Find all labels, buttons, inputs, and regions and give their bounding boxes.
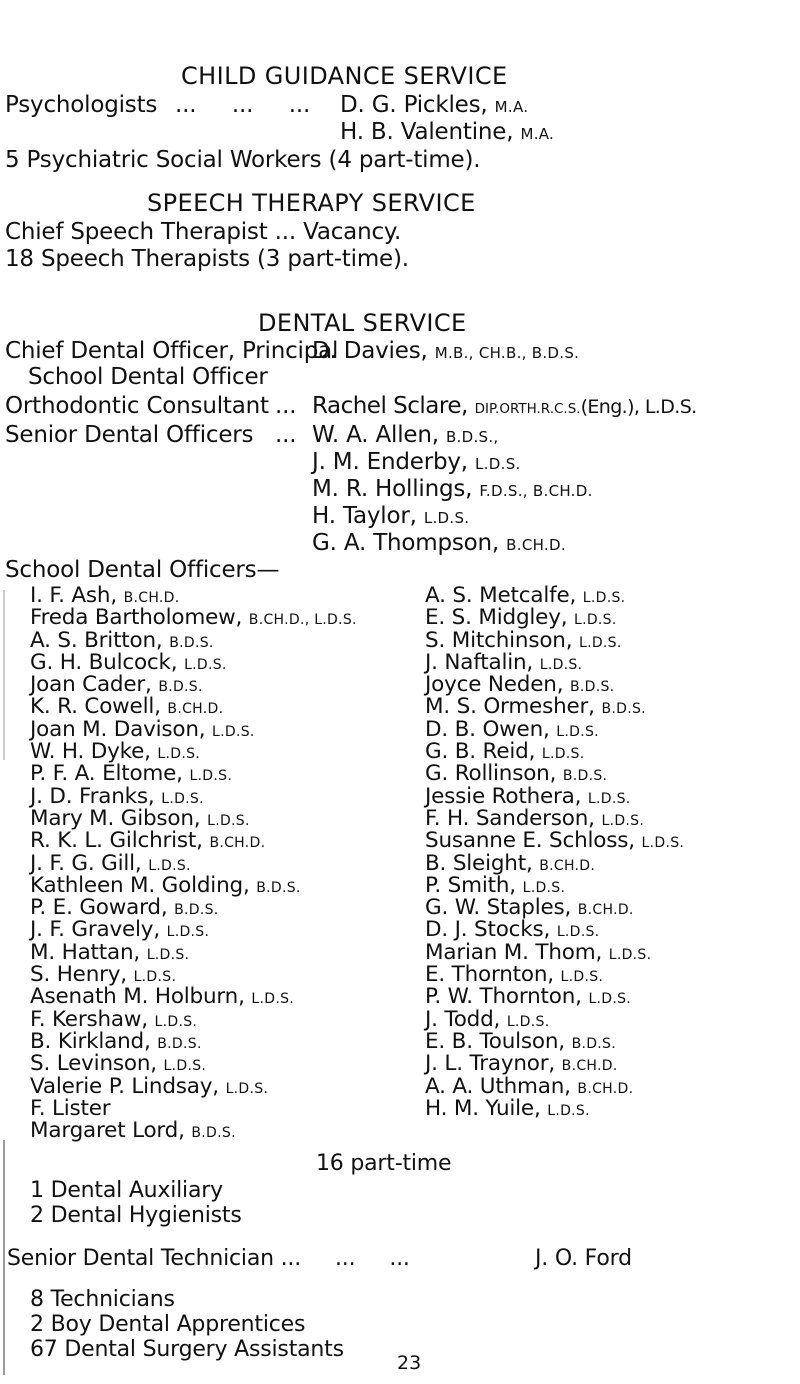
officer-name: B. Sleight, <box>425 850 533 876</box>
officer-qualification: B.D.S., <box>445 428 499 446</box>
officer-qualification: L.D.S. <box>556 924 600 941</box>
officer-qualification: B.D.S. <box>174 902 219 919</box>
list-item <box>30 1006 357 1032</box>
orthodontic-consultant-entry <box>312 392 697 423</box>
officer-name: E. B. Toulson, <box>425 1028 565 1054</box>
officer-name: H. Taylor, <box>312 503 417 529</box>
list-item <box>425 696 684 718</box>
officer-name: F. Lister <box>30 1095 111 1121</box>
speech-therapists-line: 18 Speech Therapists (3 part-time). <box>5 246 409 272</box>
officer-name: G. A. Thompson, <box>312 530 500 556</box>
officer-qualification: B.CH.D. <box>506 536 566 554</box>
officer-qualification: M.B., CH.B., B.D.S. <box>434 344 580 362</box>
officer-qualification: L.D.S. <box>582 590 626 606</box>
senior-dental-technician-name: J. O. Ford <box>535 1246 632 1271</box>
list-item <box>30 872 357 898</box>
list-item <box>425 783 684 809</box>
officer-qualification: B.CH.D., L.D.S. <box>248 612 357 629</box>
officer-qualification: B.CH.D. <box>123 590 180 606</box>
officer-name: M. Hattan, <box>30 939 141 965</box>
list-item <box>425 649 684 675</box>
list-item <box>30 783 357 809</box>
officer-name: F. H. Sanderson, <box>425 805 595 831</box>
dental-service-heading: DENTAL SERVICE <box>258 309 467 337</box>
officer-name: Joan Cader, <box>30 672 152 698</box>
officer-name: Freda Bartholomew, <box>30 605 243 631</box>
officer-name: J. M. Enderby, <box>312 449 468 475</box>
officer-name: G. Rollinson, <box>425 761 557 787</box>
page-number: 23 <box>397 1352 422 1374</box>
officer-qualification: B.D.S. <box>571 1035 616 1052</box>
school-dental-officers-heading: School Dental Officers— <box>5 557 280 583</box>
officer-qualification: L.D.S. <box>588 991 632 1008</box>
list-item <box>425 1006 684 1032</box>
officer-qualification: L.D.S. <box>560 969 604 986</box>
leader-dots: ... <box>275 422 297 448</box>
list-item <box>30 696 357 718</box>
officer-name: G. B. Reid, <box>425 739 536 765</box>
scan-edge-mark <box>3 590 5 760</box>
dental-auxiliary-line: 1 Dental Auxiliary <box>30 1178 223 1203</box>
psychologist-entry <box>340 91 528 121</box>
list-item <box>30 919 357 941</box>
senior-dental-officers-label: Senior Dental Officers <box>5 422 254 448</box>
officer-name: W. H. Dyke, <box>30 739 151 765</box>
officer-qualification: L.D.S. <box>539 656 583 673</box>
list-item <box>30 964 357 986</box>
list-item <box>425 674 684 696</box>
senior-officer-entry <box>312 475 593 505</box>
officer-qualification: L.D.S. <box>212 723 255 740</box>
officer-qualification: L.D.S. <box>207 812 250 829</box>
senior-officer-entry <box>312 448 521 478</box>
dental-hygienists-line: 2 Dental Hygienists <box>30 1203 242 1228</box>
school-officers-left-column <box>30 585 357 1142</box>
officer-name: J. Naftalin, <box>425 649 534 675</box>
officer-qualification: L.D.S. <box>163 1058 207 1075</box>
officer-qualification: L.D.S. <box>189 768 233 785</box>
officer-qualification: DIP.ORTH.R.C.S. <box>474 401 581 417</box>
officer-name: B. Kirkland, <box>30 1028 151 1054</box>
officer-qualification: L.D.S. <box>148 857 191 874</box>
officer-qualification: L.D.S. <box>547 1102 590 1119</box>
list-item <box>30 939 357 965</box>
officer-name: J. F. G. Gill, <box>30 850 142 876</box>
officer-name: F. Kershaw, <box>30 1006 148 1032</box>
officer-qualification: B.D.S. <box>157 1035 202 1052</box>
officer-qualification: B.D.S. <box>191 1125 236 1142</box>
list-item <box>425 1095 684 1121</box>
officer-qualification: L.D.S. <box>601 812 645 829</box>
list-item <box>30 674 357 696</box>
technicians-line: 8 Technicians <box>30 1287 175 1312</box>
senior-officer-entry <box>312 502 469 532</box>
list-item <box>425 830 684 852</box>
list-item <box>30 1073 357 1099</box>
officer-name: D. Davies, <box>312 338 428 364</box>
leader-dots: ... ... ... <box>175 92 311 118</box>
list-item <box>30 649 357 675</box>
officer-name: Susanne E. Schloss, <box>425 828 635 854</box>
list-item <box>30 850 357 876</box>
list-item <box>425 607 684 629</box>
chief-dental-officer-label: Chief Dental Officer, Principal <box>5 338 339 364</box>
officer-name: Valerie P. Lindsay, <box>30 1073 219 1099</box>
officer-qualification: B.CH.D. <box>577 1080 634 1097</box>
senior-dental-technician-label: Senior Dental Technician ... ... ... <box>7 1246 410 1271</box>
officer-qualification: L.D.S. <box>146 946 190 963</box>
officer-name: S. Mitchinson, <box>425 627 573 653</box>
child-guidance-heading: CHILD GUIDANCE SERVICE <box>181 62 508 90</box>
officer-name: Joan M. Davison, <box>30 716 206 742</box>
officer-qualification: L.D.S. <box>506 1013 550 1030</box>
officer-qualification: L.D.S. <box>556 723 599 740</box>
social-workers-line: 5 Psychiatric Social Workers (4 part-time). <box>5 147 481 173</box>
psychologist-name: D. G. Pickles, <box>340 92 488 118</box>
scan-edge-mark <box>3 1140 5 1375</box>
officer-qualification: B.D.S. <box>256 879 301 896</box>
officer-name: Kathleen M. Golding, <box>30 872 250 898</box>
officer-qualification: B.D.S. <box>158 679 203 696</box>
list-item <box>425 1028 684 1054</box>
list-item <box>425 1053 684 1075</box>
list-item <box>425 716 684 742</box>
officer-name: Joyce Neden, <box>425 672 564 698</box>
senior-officer-entry <box>312 421 499 451</box>
list-item <box>425 763 684 785</box>
list-item <box>30 1053 357 1075</box>
officer-qualification: L.D.S. <box>184 656 227 673</box>
officer-qualification: L.D.S. <box>578 634 622 651</box>
speech-therapy-heading: SPEECH THERAPY SERVICE <box>147 189 476 217</box>
officer-qualification: B.CH.D. <box>209 835 266 852</box>
psychologist-name: H. B. Valentine, <box>340 119 514 145</box>
list-item <box>30 585 357 607</box>
part-time-note: 16 part-time <box>316 1151 452 1176</box>
officer-name: D. B. Owen, <box>425 716 550 742</box>
officer-name: G. W. Staples, <box>425 895 572 921</box>
officer-name: D. J. Stocks, <box>425 917 551 943</box>
psychologist-entry <box>340 118 554 148</box>
officer-name: W. A. Allen, <box>312 422 439 448</box>
officer-qualification: B.CH.D. <box>539 857 596 874</box>
list-item <box>425 964 684 986</box>
psychologist-qualification: M.A. <box>494 98 529 116</box>
list-item <box>425 872 684 898</box>
officer-name: Marian M. Thom, <box>425 939 603 965</box>
officer-qualification: B.D.S. <box>562 768 608 785</box>
list-item <box>425 741 684 763</box>
officer-name: J. Todd, <box>425 1006 501 1032</box>
orthodontic-consultant-label: Orthodontic Consultant <box>5 393 269 419</box>
officer-name: P. E. Goward, <box>30 895 168 921</box>
officer-name: E. S. Midgley, <box>425 605 568 631</box>
officer-name: Mary M. Gibson, <box>30 805 201 831</box>
list-item <box>30 830 357 852</box>
officer-qualification: L.D.S. <box>133 969 177 986</box>
officer-qualification: B.CH.D. <box>561 1058 618 1075</box>
officer-name: P. Smith, <box>425 872 516 898</box>
chief-dental-officer-label: School Dental Officer <box>28 364 268 390</box>
officer-name: P. W. Thornton, <box>425 984 582 1010</box>
officer-name: Jessie Rothera, <box>425 783 582 809</box>
officer-qualification: L.D.S. <box>166 924 210 941</box>
list-item <box>30 763 357 785</box>
officer-qualification: F.D.S., B.CH.D. <box>479 482 593 500</box>
leader-dots: ... <box>275 393 297 419</box>
assistants-line: 67 Dental Surgery Assistants <box>30 1337 344 1362</box>
officer-qualification: L.D.S. <box>423 509 470 527</box>
officer-qualification: L.D.S. <box>587 790 631 807</box>
officer-qualification: B.D.S. <box>570 679 615 696</box>
list-item <box>425 805 684 831</box>
senior-officer-entry <box>312 529 566 559</box>
list-item <box>30 741 357 763</box>
list-item <box>425 627 684 653</box>
officer-name: E. Thornton, <box>425 962 554 988</box>
officer-qualification: B.D.S. <box>169 634 214 651</box>
psychologists-label: Psychologists <box>5 92 158 118</box>
officer-name: Rachel Sclare, <box>312 393 468 419</box>
list-item <box>425 1073 684 1099</box>
list-item <box>425 919 684 941</box>
officer-qualification: L.D.S. <box>161 790 204 807</box>
list-item <box>425 939 684 965</box>
officer-qualification: L.D.S. <box>522 879 566 896</box>
list-item <box>30 986 357 1008</box>
officer-qualification: L.D.S. <box>225 1080 269 1097</box>
officer-qualification: L.D.S. <box>641 835 685 852</box>
officer-qualification-suffix: (Eng.), L.D.S. <box>580 396 697 418</box>
officer-name: P. F. A. Eltome, <box>30 761 183 787</box>
list-item <box>30 805 357 831</box>
list-item <box>30 897 357 919</box>
officer-name: R. K. L. Gilchrist, <box>30 828 203 854</box>
officer-name: J. L. Traynor, <box>425 1051 556 1077</box>
officer-name: Margaret Lord, <box>30 1118 185 1144</box>
officer-qualification: L.D.S. <box>574 612 617 629</box>
list-item <box>425 897 684 919</box>
officer-name: Asenath M. Holburn, <box>30 984 245 1010</box>
list-item <box>425 585 684 607</box>
officer-name: S. Henry, <box>30 962 127 988</box>
list-item <box>425 850 684 876</box>
officer-name: A. A. Uthman, <box>425 1073 571 1099</box>
officer-name: J. D. Franks, <box>30 783 155 809</box>
officer-name: A. S. Britton, <box>30 627 163 653</box>
officer-qualification: L.D.S. <box>157 746 201 763</box>
officer-qualification: L.D.S. <box>541 746 585 763</box>
officer-name: H. M. Yuile, <box>425 1095 541 1121</box>
officer-name: S. Levinson, <box>30 1051 157 1077</box>
officer-name: A. S. Metcalfe, <box>425 583 577 608</box>
officer-qualification: B.CH.D. <box>577 902 634 919</box>
psychologist-qualification: M.A. <box>520 125 555 143</box>
list-item <box>30 1120 357 1142</box>
school-officers-right-column <box>425 585 684 1120</box>
officer-name: M. R. Hollings, <box>312 476 473 502</box>
chief-speech-therapist-line: Chief Speech Therapist ... Vacancy. <box>5 219 402 245</box>
officer-name: K. R. Cowell, <box>30 694 161 720</box>
list-item <box>30 1095 357 1121</box>
list-item <box>30 716 357 742</box>
officer-qualification: L.D.S. <box>251 991 295 1008</box>
officer-qualification: L.D.S. <box>475 455 521 473</box>
list-item <box>30 627 357 653</box>
list-item <box>30 1028 357 1054</box>
officer-qualification: B.CH.D. <box>167 701 224 718</box>
list-item <box>425 986 684 1008</box>
officer-qualification: L.D.S. <box>154 1013 198 1030</box>
officer-name: M. S. Ormesher, <box>425 694 595 720</box>
list-item <box>30 607 357 629</box>
officer-name: J. F. Gravely, <box>30 917 160 943</box>
officer-qualification: L.D.S. <box>608 946 652 963</box>
officer-qualification: B.D.S. <box>601 701 646 718</box>
chief-dental-officer-entry <box>312 337 579 367</box>
officer-name: G. H. Bulcock, <box>30 649 178 675</box>
officer-name: I. F. Ash, <box>30 583 117 608</box>
apprentices-line: 2 Boy Dental Apprentices <box>30 1312 306 1337</box>
